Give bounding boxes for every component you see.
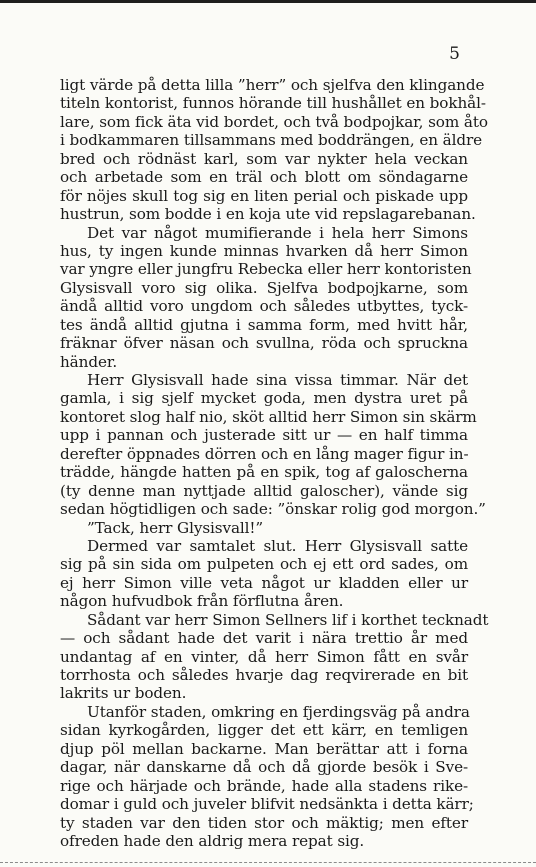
text-line: Sådant var herr Simon Sellners lif i korthet tecknadt [87,610,489,629]
text-line: rige och härjade och brände, hade alla stadens rike- [60,776,468,795]
text-line: derefter öppnades dörren och en lång mager figur in- [60,444,469,463]
text-line: i bodkammaren tillsammans med boddrängen, en äldre [60,131,483,150]
text-line: lakrits ur boden. [60,684,187,703]
text-line: Glysisvall voro sig olika. Sjelfva bodpojkarne, som [60,278,468,297]
text-line: ej herr Simon ville veta något ur kladden eller ur [60,573,468,592]
text-line: djup pöl mellan backarne. Man berättar att i forna [60,739,468,758]
text-line: för nöjes skull tog sig en liten perial och piskade upp [60,186,468,205]
text-line: någon hufvudbok från förflutna åren. [60,592,344,611]
text-line: Herr Glysisvall hade sina vissa timmar. När det [87,371,468,389]
text-line: ofreden hade den aldrig mera repat sig. [60,831,365,850]
text-line: ändå alltid voro ungdom och således utbyttes, tyck- [60,297,468,316]
text-line: tes ändå alltid gjutna i samma form, med hvitt hår, [60,315,468,334]
text-line: sedan högtidligen och sade: ”önskar rolig god morgon.” [60,500,486,519]
text-line: sig på sin sida om pulpeten och ej ett ord sades, om [60,555,468,574]
text-line: upp i pannan och justerade sitt ur — en half timma [60,426,468,445]
text-line: undantag af en vinter, då herr Simon fått en svår [60,647,468,666]
text-line: bred och rödnäst karl, som var nykter hela veckan [60,149,468,168]
text-line: ty staden var den tiden stor och mäktig; men efter [60,813,468,832]
text-line: kontoret slog half nio, sköt alltid herr Simon sin skärm [60,407,477,426]
text-line: hus, ty ingen kunde minnas hvarken då herr Simon [60,241,468,260]
text-line: sidan kyrkogården, ligger det ett kärr, en temligen [60,721,468,740]
text-line: gamla, i sig sjelf mycket goda, men dystra uret på [60,389,468,408]
text-line: ligt värde på detta lilla ”herr” och sjelfva den klingande [60,76,485,94]
text-line: domar i guld och juveler blifvit nedsänkta i detta kärr; [60,795,474,814]
text-line: Dermed var samtalet slut. Herr Glysisvall satte [87,536,468,555]
text-line: (ty denne man nyttjade alltid galoscher), vände sig [60,481,468,500]
text-line: — och sådant hade det varit i nära trettio år med [60,629,468,648]
text-line: Det var något mumifierande i hela herr Simons [87,223,468,242]
text-line: trädde, hängde hatten på en spik, tog af galoscherna [60,463,468,482]
text-line: var yngre eller jungfru Rebecka eller herr kontoristen [60,260,472,279]
top-border-rule [0,0,536,3]
text-line: dagar, när danskarne då och då gjorde besök i Sve- [60,758,468,777]
text-line: Utanför staden, omkring en fjerdingsväg på andra [87,702,470,721]
text-line: och arbetade som en träl och blott om söndagarne [60,168,468,187]
text-line: torrhosta och således hvarje dag reqvirerade en bit [60,666,468,684]
text-line: händer. [60,352,118,371]
text-line: lare, som fick äta vid bordet, och två bodpojkar, som åto [60,112,488,131]
bottom-border-rule [0,862,536,863]
body-text [60,76,489,850]
text-line: titeln kontorist, funnos hörande till hushållet en bokhål- [60,94,486,113]
page-number: 5 [449,44,460,64]
text-line: hustrun, som bodde i en koja ute vid repslagarebanan. [60,205,476,224]
text-line: ”Tack, herr Glysisvall!” [87,518,264,537]
text-line: fräknar öfver näsan och svullna, röda och spruckna [60,334,468,353]
